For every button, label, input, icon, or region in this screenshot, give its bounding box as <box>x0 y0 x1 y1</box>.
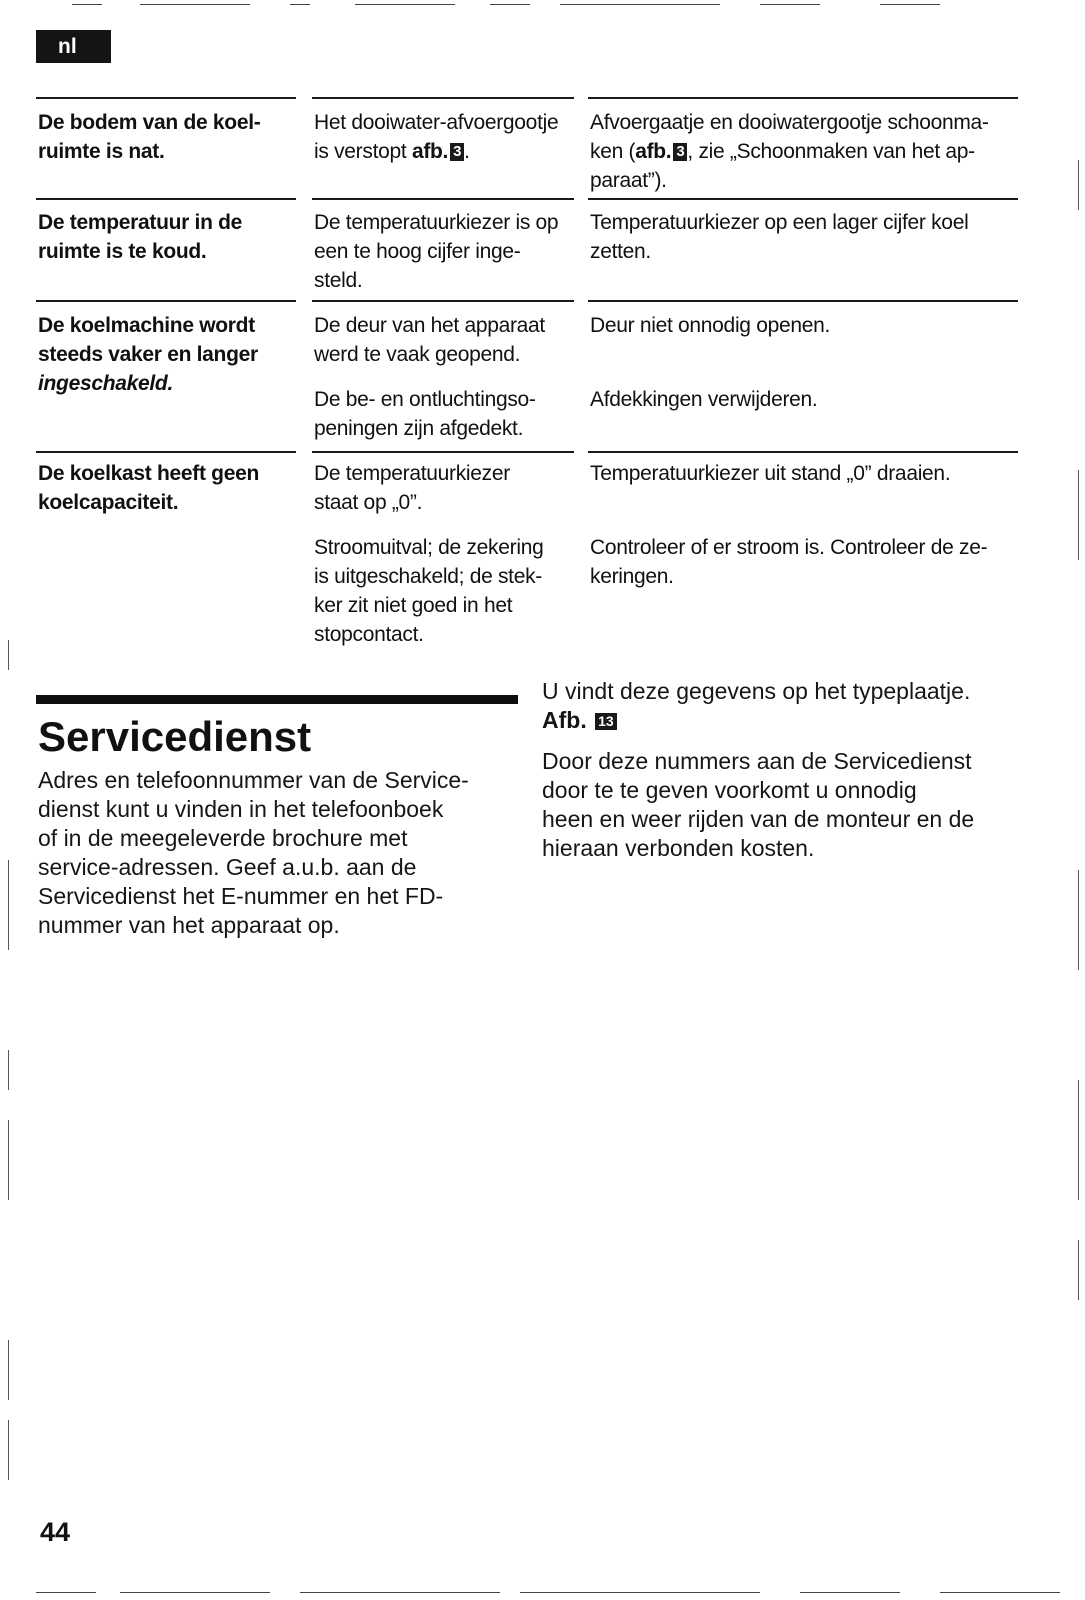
table-rule <box>36 198 296 200</box>
remedy-cell: Deur niet onnodig openen. <box>590 314 831 337</box>
table-rule <box>312 198 574 200</box>
figure-ref: 3 <box>450 143 464 161</box>
table-rule <box>588 97 1018 99</box>
table-rule <box>312 97 574 99</box>
table-rule <box>312 451 574 453</box>
remedy-cell: Temperatuurkiezer op een lager cijfer koel zetten. <box>590 211 969 263</box>
remedy-cell: Temperatuurkiezer uit stand „0” draaien. <box>590 462 951 485</box>
table-rule <box>36 97 296 99</box>
problem-cell: De temperatuur in de ruimte is te koud. <box>38 211 243 263</box>
cause-cell: De deur van het apparaat werd te vaak geopend. <box>314 314 545 366</box>
table-rule <box>588 451 1018 453</box>
language-tab: nl <box>36 30 111 63</box>
remedy-cell: Afvoergaatje en dooiwatergootje schoonma- ken (afb. 3 , zie „Schoonmaken van het ap- paraat”). <box>590 111 989 192</box>
service-paragraph: U vindt deze gegevens op het typeplaatje. Afb. 13 <box>542 678 971 733</box>
table-rule <box>588 198 1018 200</box>
problem-cell: De koelmachine wordt steeds vaker en langer ingeschakeld. <box>38 314 258 395</box>
remedy-cell: Controleer of er stroom is. Controleer de ze- keringen. <box>590 536 988 588</box>
cause-cell: De temperatuurkiezer staat op „0”. <box>314 462 510 514</box>
figure-ref: 3 <box>673 143 687 161</box>
table-rule <box>36 451 296 453</box>
cause-cell: Het dooiwater-afvoergootje is verstopt afb. 3 . <box>314 111 559 163</box>
cause-cell: Stroomuitval; de zekering is uitgeschakeld; de stek- ker zit niet goed in het stopcontact. <box>314 536 544 646</box>
page-number: 44 <box>40 1517 71 1547</box>
service-paragraph: Adres en telefoonnummer van de Service- dienst kunt u vinden in het telefoonboek of in de meegeleverde brochure met service-adressen. Geef a.u.b. aan de Servicedienst het E-nummer en het FD- nummer van het apparaat op. <box>38 767 469 938</box>
section-rule <box>36 695 518 704</box>
problem-cell: De koelkast heeft geen koelcapaciteit. <box>38 462 259 514</box>
section-title: Servicedienst <box>38 713 312 760</box>
table-rule <box>312 300 574 302</box>
cause-cell: De temperatuurkiezer is op een te hoog cijfer inge- steld. <box>314 211 559 292</box>
table-rule <box>588 300 1018 302</box>
problem-cell: De bodem van de koel- ruimte is nat. <box>38 111 261 163</box>
table-rule <box>36 300 296 302</box>
figure-ref: 13 <box>595 713 617 730</box>
cause-cell: De be- en ontluchtingso- peningen zijn afgedekt. <box>314 388 536 440</box>
remedy-cell: Afdekkingen verwijderen. <box>590 388 818 411</box>
service-paragraph: Door deze nummers aan de Servicedienst door te te geven voorkomt u onnodig heen en weer rijden van de monteur en de hieraan verbonden kosten. <box>542 748 975 861</box>
